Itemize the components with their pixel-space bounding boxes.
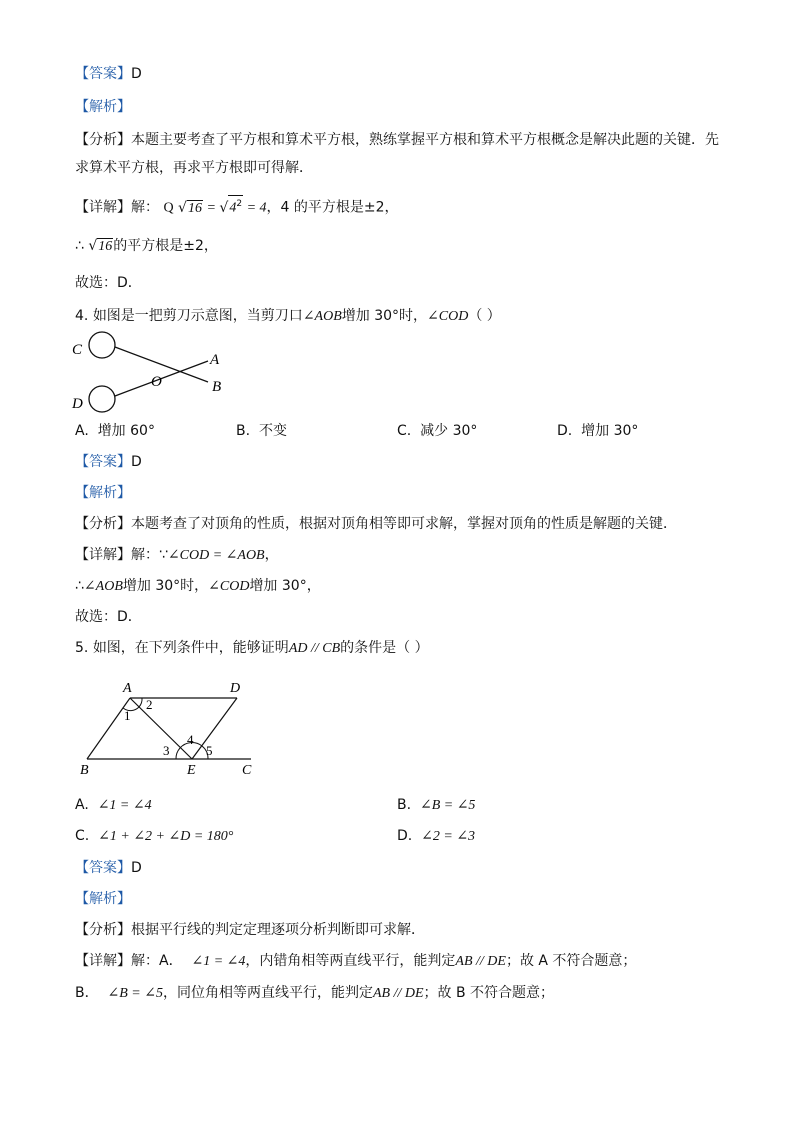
fenxi-text: 本题考查了对顶角的性质，根据对顶角相等即可求解，掌握对顶角的性质是解题的关键． <box>131 516 677 532</box>
option-text: ∠1 = ∠4 <box>97 798 152 813</box>
detail-prefix: B． <box>75 985 99 1001</box>
detail-tail: ；故 B 不符合题意； <box>423 985 555 1001</box>
detail-math: ∠1 = ∠4 <box>191 954 246 969</box>
option-text: ∠2 = ∠3 <box>421 829 476 844</box>
answer-tag: 【答案】 <box>75 66 131 82</box>
sqrt-4-squared: $√4^2$ <box>219 200 243 216</box>
label-d: D <box>230 681 241 696</box>
fenxi-text-cont: 求算术平方根，再求平方根即可得解． <box>75 160 313 176</box>
option-key: A. <box>75 797 89 813</box>
sqrt-16: √16 <box>88 238 113 254</box>
option-text: 增加 30° <box>581 423 639 439</box>
detail-text: ，同位角相等两直线平行，能判定 <box>162 985 373 1001</box>
label-a: A <box>123 681 132 696</box>
label-angle-4: 4 <box>187 732 194 747</box>
q4-option-d[interactable] <box>557 421 638 441</box>
q3-fenxi-line1 <box>75 130 719 150</box>
detail-math: ∠COD = ∠AOB <box>167 548 265 563</box>
detail-tail: ， <box>264 547 279 563</box>
choice-text: 故选：D． <box>75 275 142 291</box>
q4-therefore-line <box>75 576 321 597</box>
option-text: ∠1 + ∠2 + ∠D = 180° <box>98 829 234 844</box>
q4-answer-line <box>75 452 142 472</box>
handle-c-circle <box>89 332 115 358</box>
sqrt-16: √16 <box>178 199 202 216</box>
exponent: 2 <box>236 199 243 209</box>
therefore-symbol: ∴ <box>75 578 84 594</box>
label-angle-3: 3 <box>163 743 170 758</box>
detail-tail: ，4 的平方根是±2， <box>266 199 399 216</box>
angle-cod: ∠COD <box>208 579 250 594</box>
fenxi-text: 根据平行线的判定定理逐项分析判断即可求解． <box>131 922 425 938</box>
detail-tag: 【详解】 <box>75 953 131 969</box>
equals: = <box>202 200 220 216</box>
answer-tag: 【答案】 <box>75 860 131 876</box>
therefore-text: 的平方根是±2， <box>113 238 218 254</box>
arc-angle-2 <box>139 698 142 707</box>
q5-option-d[interactable] <box>397 826 475 847</box>
q5-fenxi <box>75 920 425 940</box>
q4-detail-line <box>75 545 279 566</box>
question-number: 5. <box>75 640 89 656</box>
label-c: C <box>72 342 83 358</box>
detail-prefix: 解：∵ <box>131 547 168 563</box>
q5-option-b[interactable] <box>397 795 475 816</box>
analysis-tag: 【解析】 <box>75 485 131 501</box>
q4-option-a[interactable] <box>75 421 155 441</box>
answer-value: D <box>131 454 142 470</box>
q5-detail-b <box>75 983 554 1004</box>
q3-analysis-heading <box>75 97 131 117</box>
q4-analysis-heading <box>75 483 131 503</box>
stem-text: 如图，在下列条件中，能够证明 <box>92 640 289 656</box>
q4-choice <box>75 607 142 627</box>
answer-tag: 【答案】 <box>75 454 131 470</box>
handle-d-circle <box>89 386 115 412</box>
angle-aob: ∠AOB <box>83 579 123 594</box>
option-text: ∠B = ∠5 <box>419 798 476 813</box>
option-key: D. <box>397 828 413 844</box>
option-key: C. <box>397 423 412 439</box>
q4-stem <box>75 306 501 327</box>
q4-option-c[interactable] <box>397 421 477 441</box>
detail-prefix: 解：A． <box>131 953 183 969</box>
q3-choice <box>75 273 142 293</box>
detail-math: ∠B = ∠5 <box>107 986 163 1001</box>
label-a: A <box>210 352 220 368</box>
detail-tag: 【详解】 <box>75 199 131 216</box>
option-text: 减少 30° <box>420 423 478 439</box>
option-text: 增加 60° <box>97 423 155 439</box>
label-c: C <box>242 763 252 778</box>
analysis-tag: 【解析】 <box>75 99 131 115</box>
q5-stem <box>75 638 429 659</box>
detail-prefix: 解： <box>131 199 159 216</box>
label-angle-5: 5 <box>206 743 213 758</box>
line-de <box>192 698 237 759</box>
q4-fenxi <box>75 514 677 534</box>
answer-blank: （ ） <box>468 308 501 324</box>
label-d: D <box>72 396 83 412</box>
q5-option-c[interactable] <box>75 826 233 847</box>
option-key: B. <box>236 423 251 439</box>
choice-text: 故选：D． <box>75 609 142 625</box>
q3-therefore-line <box>75 236 218 256</box>
detail-math: AB // DE <box>372 986 424 1001</box>
answer-value: D <box>131 66 142 82</box>
stem-text: 增加 30°时， <box>341 308 428 324</box>
q-symbol: Q <box>163 200 174 216</box>
option-key: A. <box>75 423 89 439</box>
label-o: O <box>151 374 162 390</box>
radicand: 4 <box>229 200 237 216</box>
label-angle-2: 2 <box>146 697 153 712</box>
detail-tag: 【详解】 <box>75 547 131 563</box>
q5-option-a[interactable] <box>75 795 152 816</box>
radicand: 16 <box>187 200 202 216</box>
fenxi-tag: 【分析】 <box>75 132 131 148</box>
therefore-text: 增加 30°， <box>249 578 321 594</box>
analysis-tag: 【解析】 <box>75 891 131 907</box>
therefore-text: 增加 30°时， <box>122 578 209 594</box>
label-b: B <box>212 379 222 395</box>
angle-aob: ∠AOB <box>302 309 342 324</box>
stem-text: 的条件是（ ） <box>340 640 429 656</box>
arc-angle-3 <box>176 748 180 759</box>
label-b: B <box>80 763 89 778</box>
parallelogram-figure <box>75 675 265 780</box>
fenxi-text: 本题主要考查了平方根和算术平方根，熟练掌握平方根和算术平方根概念是解决此题的关键．先 <box>131 132 719 148</box>
stem-text: 如图是一把剪刀示意图，当剪刀口 <box>92 308 303 324</box>
detail-math: AB // DE <box>455 954 506 969</box>
fenxi-tag: 【分析】 <box>75 922 131 938</box>
q3-fenxi-line2 <box>75 158 313 178</box>
label-e: E <box>187 763 196 778</box>
option-key: B. <box>397 797 412 813</box>
q5-answer-line <box>75 858 142 878</box>
q4-option-b[interactable] <box>236 421 287 441</box>
angle-cod: ∠COD <box>427 309 469 324</box>
scissors-figure <box>70 330 230 415</box>
q5-analysis-heading <box>75 889 131 909</box>
stem-math: AD // CB <box>288 641 341 656</box>
option-key: D. <box>557 423 573 439</box>
detail-tail: ；故 A 不符合题意； <box>505 953 637 969</box>
option-key: C. <box>75 828 90 844</box>
q3-detail-line <box>75 195 399 219</box>
fenxi-tag: 【分析】 <box>75 516 131 532</box>
answer-value: D <box>131 860 142 876</box>
detail-text: ，内错角相等两直线平行，能判定 <box>245 953 456 969</box>
question-number: 4. <box>75 308 89 324</box>
radicand: 16 <box>98 239 113 254</box>
result: = 4 <box>243 200 267 216</box>
q5-detail-a <box>75 951 636 972</box>
therefore-symbol: ∴ <box>75 238 84 254</box>
option-text: 不变 <box>258 423 287 439</box>
q3-answer-line <box>75 64 142 84</box>
label-angle-1: 1 <box>124 708 131 723</box>
